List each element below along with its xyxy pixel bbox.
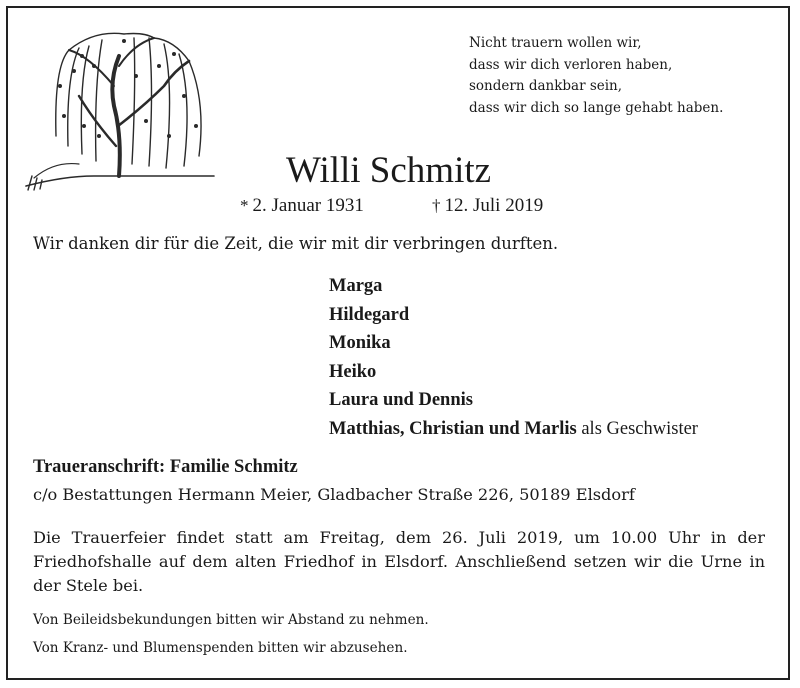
mourner-name: Hildegard <box>329 304 410 325</box>
mourner-name: Matthias, Christian und Marlis <box>329 418 577 439</box>
deceased-name: Willi Schmitz <box>286 150 492 191</box>
mourner-name: Heiko <box>329 361 377 382</box>
mourner-name: Marga <box>329 276 383 296</box>
note-flowers: Von Kranz- und Blumenspenden bitten wir abzusehen. <box>33 640 408 656</box>
mourner-relation: als Geschwister <box>576 418 698 439</box>
note-condolences: Von Beileidsbekundungen bitten wir Abstand zu nehmen. <box>33 612 429 628</box>
address-line: c/o Bestattungen Hermann Meier, Gladbacher Straße 226, 50189 Elsdorf <box>33 485 635 504</box>
death-cross-icon: † <box>432 196 441 215</box>
mourners-list <box>329 272 698 443</box>
funeral-text: Die Trauerfeier findet statt am Freitag, dem 26. Juli 2019, um 10.00 Uhr in der Friedhofshalle auf dem alten Friedhof in Elsdorf. Anschließend setzen wir die Urne in der Stele bei. <box>33 528 765 595</box>
poem <box>469 33 723 119</box>
life-dates <box>240 195 544 217</box>
poem-line: dass wir dich so lange gehabt haben. <box>469 99 724 116</box>
mourner-name: Monika <box>329 333 391 353</box>
address-label: Traueranschrift: Familie Schmitz <box>33 457 298 477</box>
thanks-text: Wir danken dir für die Zeit, die wir mit dir verbringen durften. <box>33 234 559 253</box>
mourner-row <box>329 415 698 444</box>
death-date: 12. Juli 2019 <box>444 195 544 216</box>
poem-line: dass wir dich verloren haben, <box>469 56 673 73</box>
birth-date: 2. Januar 1931 <box>252 195 364 216</box>
death-date-group <box>432 195 543 217</box>
poem-line: sondern dankbar sein, <box>469 78 623 94</box>
poem-line: Nicht trauern wollen wir, <box>469 35 642 51</box>
birth-star-icon: * <box>240 196 249 215</box>
weeping-willow-icon <box>24 26 220 198</box>
mourner-name: Laura und Dennis <box>329 390 473 410</box>
birth-date-group <box>240 195 364 216</box>
